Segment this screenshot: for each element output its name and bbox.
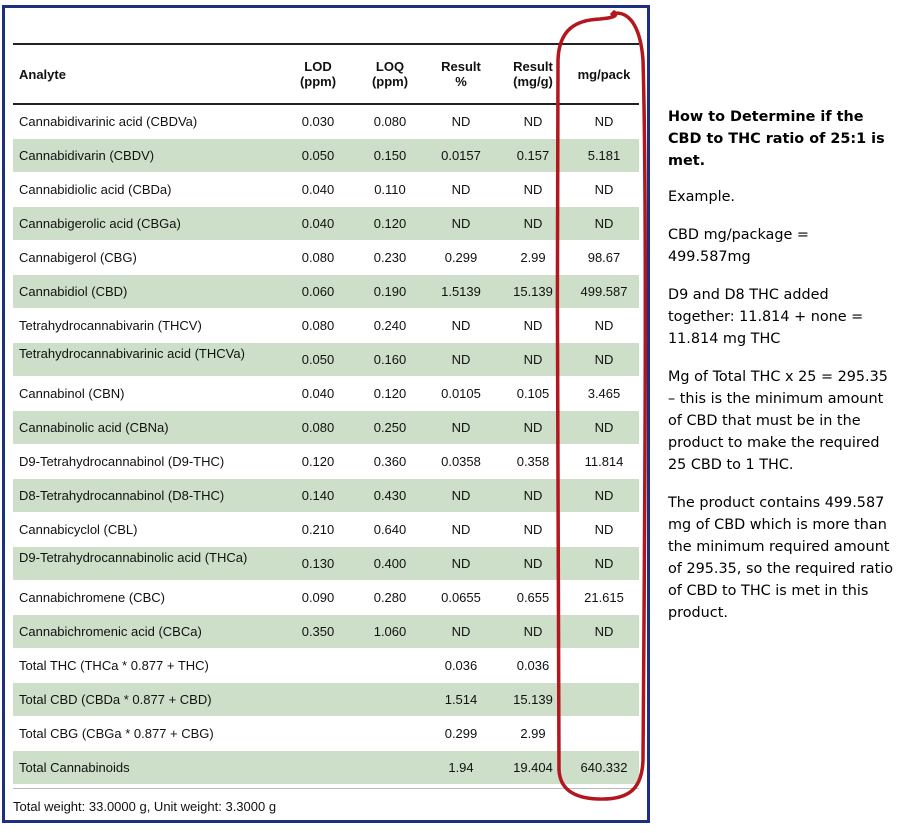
cell-result-mgg: 0.105 <box>497 376 569 410</box>
weight-footer: Total weight: 33.0000 g, Unit weight: 3.3000 g <box>13 788 639 814</box>
cell-loq <box>355 750 425 784</box>
cell-loq: 0.280 <box>355 580 425 614</box>
cell-lod <box>281 750 355 784</box>
cell-lod: 0.350 <box>281 614 355 648</box>
cell-loq <box>355 682 425 716</box>
cell-loq: 0.120 <box>355 376 425 410</box>
header-loq: LOQ (ppm) <box>371 59 409 89</box>
header-result-mg-per-g: Result (mg/g) <box>513 59 553 89</box>
cell-loq <box>355 716 425 750</box>
cell-loq: 0.240 <box>355 308 425 342</box>
cell-result-pct: ND <box>425 206 497 240</box>
cell-loq: 0.190 <box>355 274 425 308</box>
header-analyte: Analyte <box>19 66 66 82</box>
explanation-minimum-cbd: Mg of Total THC x 25 = 295.35 – this is the minimum amount of CBD that must be in the product to make the required 25 CBD to 1 THC. <box>668 369 888 473</box>
cell-result-mgg: 2.99 <box>497 240 569 274</box>
cell-loq: 0.110 <box>355 172 425 206</box>
cell-loq: 0.360 <box>355 444 425 478</box>
cell-result-pct: ND <box>425 308 497 342</box>
cell-result-mgg: 2.99 <box>497 716 569 750</box>
cell-analyte: Cannabinol (CBN) <box>13 376 281 410</box>
cell-loq <box>355 648 425 682</box>
cell-analyte: Cannabigerolic acid (CBGa) <box>13 206 281 240</box>
cell-mg-pack: ND <box>569 104 639 138</box>
cell-analyte: D9-Tetrahydrocannabinolic acid (THCa) <box>13 546 281 580</box>
cell-result-pct: ND <box>425 342 497 376</box>
cell-result-mgg: 15.139 <box>497 274 569 308</box>
cell-result-pct: 0.299 <box>425 716 497 750</box>
cell-lod: 0.030 <box>281 104 355 138</box>
table-row <box>13 648 639 682</box>
header-mg-per-pack: mg/pack <box>577 66 631 82</box>
cell-mg-pack: ND <box>569 512 639 546</box>
lab-report-frame <box>2 5 650 823</box>
cell-lod: 0.040 <box>281 206 355 240</box>
cell-analyte: Total CBG (CBGa * 0.877 + CBG) <box>13 716 281 750</box>
cell-mg-pack <box>569 648 639 682</box>
cell-lod: 0.050 <box>281 342 355 376</box>
cell-result-pct: 1.5139 <box>425 274 497 308</box>
cell-result-mgg: ND <box>497 478 569 512</box>
cell-result-mgg: 15.139 <box>497 682 569 716</box>
cell-result-pct: ND <box>425 512 497 546</box>
cell-analyte: Cannabicyclol (CBL) <box>13 512 281 546</box>
cell-analyte: D9-Tetrahydrocannabinol (D9-THC) <box>13 444 281 478</box>
cell-lod: 0.060 <box>281 274 355 308</box>
table-row <box>13 580 639 614</box>
cell-result-pct: ND <box>425 478 497 512</box>
cell-analyte: Total Cannabinoids <box>13 750 281 784</box>
cell-result-pct: 0.0358 <box>425 444 497 478</box>
cell-loq: 0.150 <box>355 138 425 172</box>
cell-mg-pack: ND <box>569 614 639 648</box>
table-row <box>13 172 639 206</box>
table-row <box>13 308 639 342</box>
cell-lod: 0.120 <box>281 444 355 478</box>
table-row <box>13 682 639 716</box>
table-row <box>13 410 639 444</box>
cell-loq: 0.640 <box>355 512 425 546</box>
cell-analyte: Total CBD (CBDa * 0.877 + CBD) <box>13 682 281 716</box>
cell-result-pct: ND <box>425 614 497 648</box>
cell-analyte: Cannabinolic acid (CBNa) <box>13 410 281 444</box>
cell-mg-pack: ND <box>569 342 639 376</box>
cell-lod: 0.130 <box>281 546 355 580</box>
cell-result-mgg: ND <box>497 104 569 138</box>
cell-result-mgg: ND <box>497 410 569 444</box>
table-row <box>13 138 639 172</box>
cell-analyte: Tetrahydrocannabivarinic acid (THCVa) <box>13 342 281 376</box>
cell-result-pct: 1.94 <box>425 750 497 784</box>
results-table-wrap <box>13 43 639 785</box>
cell-mg-pack: ND <box>569 206 639 240</box>
cell-lod: 0.080 <box>281 308 355 342</box>
cell-result-pct: 0.0105 <box>425 376 497 410</box>
cell-lod <box>281 648 355 682</box>
cell-lod: 0.050 <box>281 138 355 172</box>
cell-result-pct: ND <box>425 546 497 580</box>
table-row <box>13 750 639 784</box>
cell-analyte: Cannabichromene (CBC) <box>13 580 281 614</box>
cell-result-pct: 0.299 <box>425 240 497 274</box>
cell-mg-pack: 11.814 <box>569 444 639 478</box>
cell-result-pct: 0.0157 <box>425 138 497 172</box>
cell-loq: 0.250 <box>355 410 425 444</box>
cell-analyte: Cannabichromenic acid (CBCa) <box>13 614 281 648</box>
cell-result-mgg: 0.655 <box>497 580 569 614</box>
table-row <box>13 512 639 546</box>
table-row <box>13 614 639 648</box>
cell-mg-pack: ND <box>569 546 639 580</box>
cell-loq: 0.080 <box>355 104 425 138</box>
cell-analyte: Cannabidiolic acid (CBDa) <box>13 172 281 206</box>
table-row <box>13 206 639 240</box>
cell-result-mgg: ND <box>497 206 569 240</box>
cell-mg-pack: 3.465 <box>569 376 639 410</box>
table-row <box>13 546 639 580</box>
explanation-example: Example. <box>668 189 736 205</box>
header-lod: LOD (ppm) <box>299 59 337 89</box>
cell-result-mgg: ND <box>497 342 569 376</box>
cell-analyte: Cannabidivarinic acid (CBDVa) <box>13 104 281 138</box>
explanation-cbd-amount: CBD mg/package = 499.587mg <box>668 227 809 265</box>
cell-loq: 0.160 <box>355 342 425 376</box>
cell-mg-pack <box>569 682 639 716</box>
cell-loq: 0.400 <box>355 546 425 580</box>
cannabinoid-results-table <box>13 43 639 785</box>
table-row <box>13 342 639 376</box>
cell-result-mgg: ND <box>497 614 569 648</box>
cell-analyte: Tetrahydrocannabivarin (THCV) <box>13 308 281 342</box>
header-result-percent: Result % <box>441 59 481 89</box>
table-row <box>13 104 639 138</box>
cell-lod: 0.040 <box>281 172 355 206</box>
cell-lod <box>281 682 355 716</box>
cell-mg-pack: 640.332 <box>569 750 639 784</box>
cell-lod: 0.040 <box>281 376 355 410</box>
ratio-explanation <box>668 106 896 640</box>
cell-result-mgg: 0.358 <box>497 444 569 478</box>
cell-mg-pack: 21.615 <box>569 580 639 614</box>
cell-lod: 0.210 <box>281 512 355 546</box>
cell-lod: 0.080 <box>281 410 355 444</box>
cell-mg-pack: 499.587 <box>569 274 639 308</box>
cell-mg-pack: ND <box>569 308 639 342</box>
cell-result-pct: ND <box>425 410 497 444</box>
cell-mg-pack: 98.67 <box>569 240 639 274</box>
cell-analyte: Total THC (THCa * 0.877 + THC) <box>13 648 281 682</box>
table-row <box>13 716 639 750</box>
cell-loq: 0.120 <box>355 206 425 240</box>
cell-result-mgg: 19.404 <box>497 750 569 784</box>
table-header-row <box>13 44 639 104</box>
cell-result-pct: ND <box>425 104 497 138</box>
cell-mg-pack: ND <box>569 410 639 444</box>
table-row <box>13 376 639 410</box>
cell-result-mgg: 0.036 <box>497 648 569 682</box>
cell-result-mgg: ND <box>497 172 569 206</box>
cell-lod: 0.090 <box>281 580 355 614</box>
cell-mg-pack: ND <box>569 478 639 512</box>
cell-mg-pack: 5.181 <box>569 138 639 172</box>
cell-result-mgg: ND <box>497 308 569 342</box>
cell-mg-pack: ND <box>569 172 639 206</box>
cell-lod: 0.080 <box>281 240 355 274</box>
cell-loq: 0.430 <box>355 478 425 512</box>
cell-result-pct: 0.036 <box>425 648 497 682</box>
explanation-thc-sum: D9 and D8 THC added together: 11.814 + none = 11.814 mg THC <box>668 287 864 347</box>
cell-result-pct: 0.0655 <box>425 580 497 614</box>
results-body <box>13 104 639 784</box>
cell-result-mgg: ND <box>497 512 569 546</box>
explanation-conclusion: The product contains 499.587 mg of CBD which is more than the minimum required amount of 295.35, so the required ratio of CBD to THC is met in this product. <box>668 495 894 621</box>
explanation-heading: How to Determine if the CBD to THC ratio of 25:1 is met. <box>668 109 885 169</box>
cell-result-mgg: ND <box>497 546 569 580</box>
cell-analyte: D8-Tetrahydrocannabinol (D8-THC) <box>13 478 281 512</box>
cell-lod: 0.140 <box>281 478 355 512</box>
cell-result-mgg: 0.157 <box>497 138 569 172</box>
table-row <box>13 274 639 308</box>
table-row <box>13 240 639 274</box>
table-row <box>13 444 639 478</box>
cell-loq: 1.060 <box>355 614 425 648</box>
cell-mg-pack <box>569 716 639 750</box>
cell-result-pct: ND <box>425 172 497 206</box>
cell-lod <box>281 716 355 750</box>
cell-result-pct: 1.514 <box>425 682 497 716</box>
cell-analyte: Cannabidiol (CBD) <box>13 274 281 308</box>
cell-analyte: Cannabigerol (CBG) <box>13 240 281 274</box>
cell-analyte: Cannabidivarin (CBDV) <box>13 138 281 172</box>
cell-loq: 0.230 <box>355 240 425 274</box>
table-row <box>13 478 639 512</box>
